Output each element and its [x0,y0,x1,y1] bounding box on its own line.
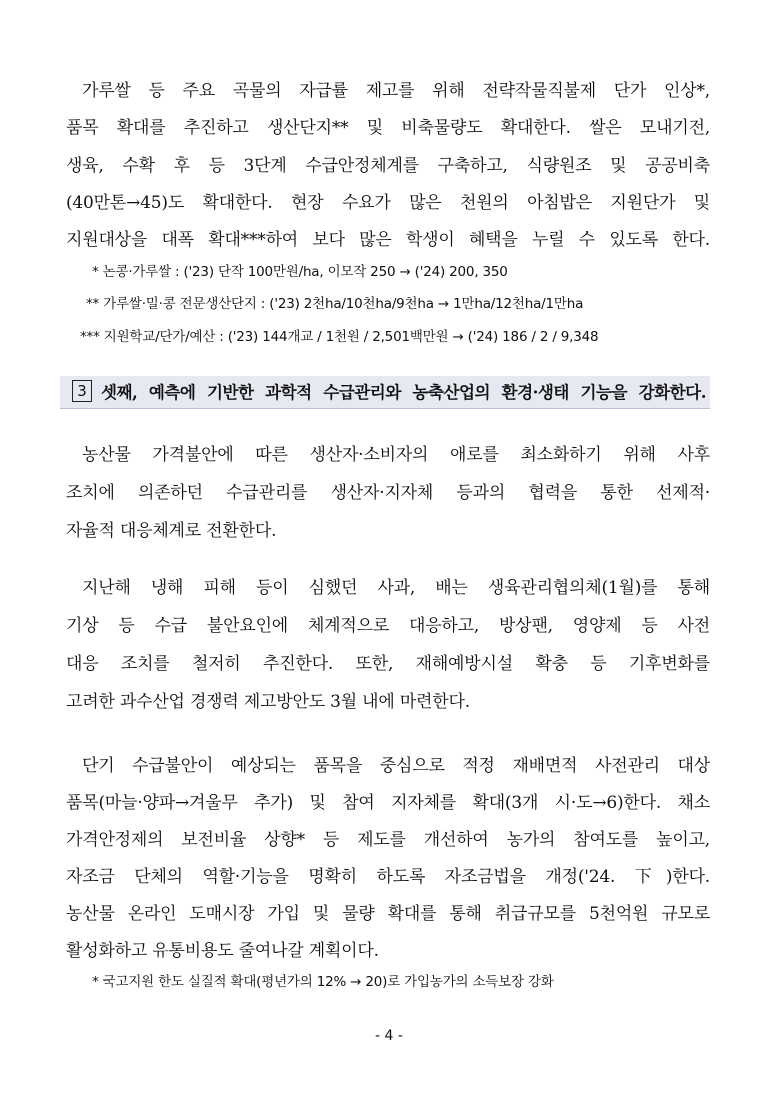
text-line: 생육, 수확 후 등 3단계 수급안정체계를 구축하고, 식량원조 및 공공비축 [66,156,710,176]
text-line: 농산물 가격불안에 따른 생산자·소비자의 애로를 최소화하기 위해 사후 [82,445,710,465]
text-line: 품목 확대를 추진하고 생산단지** 및 비축물량도 확대한다. 쌀은 모내기전, [66,118,710,138]
text-line: 고려한 과수산업 경쟁력 제고방안도 3월 내에 마련한다. [66,692,470,712]
text-line: 농산물 온라인 도매시장 가입 및 물량 확대를 통해 취급규모를 5천억원 규모로 [66,904,710,924]
text-line: 자조금 단체의 역할·기능을 명확히 하도록 자조금법을 개정('24. 下)한다. [66,867,710,887]
section-heading: 셋째, 예측에 기반한 과학적 수급관리와 농축산업의 환경·생태 기능을 강화한다. [101,382,706,402]
text-line: (40만톤→45)도 확대한다. 현장 수요가 많은 천원의 아침밥은 지원단가 및 [66,193,710,213]
footnote: * 국고지원 한도 실질적 확대(평년가의 12% → 20)로 가입농가의 소득보장 강화 [92,974,554,990]
text-line: 대응 조치를 철저히 추진한다. 또한, 재해예방시설 확충 등 기후변화를 [66,654,710,674]
text-line: 기상 등 수급 불안요인에 체계적으로 대응하고, 방상팬, 영양제 등 사전 [66,616,710,636]
text-line: 품목(마늘·양파→겨울무 추가) 및 참여 지자체를 확대(3개 시·도→6)한다. 채소 [66,793,710,813]
text-line: 지난해 냉해 피해 등이 심했던 사과, 배는 생육관리협의체(1월)를 통해 [82,578,710,598]
text-line: 가격안정제의 보전비율 상향* 등 제도를 개선하여 농가의 참여도를 높이고, [66,830,710,850]
text-line: 활성화하고 유통비용도 줄여나갈 계획이다. [66,941,379,961]
footnote: ** 가루쌀·밀·콩 전문생산단지 : ('23) 2천ha/10천ha/9천ha → 1만ha/12천ha/1만ha [86,296,584,312]
text-line: 지원대상을 대폭 확대***하여 보다 많은 학생이 혜택을 누릴 수 있도록 한다. [66,230,710,250]
text-line: 가루쌀 등 주요 곡물의 자급률 제고를 위해 전략작물직불제 단가 인상*, [82,81,710,101]
footnote: *** 지원학교/단가/예산 : ('23) 144개교 / 1천원 / 2,501백만원 → ('24) 186 / 2 / 9,348 [80,329,599,345]
text-line: 조치에 의존하던 수급관리를 생산자·지자체 등과의 협력을 통한 선제적· [66,483,710,503]
text-line: 단기 수급불안이 예상되는 품목을 중심으로 적정 재배면적 사전관리 대상 [82,756,710,776]
footnote: * 논콩·가루쌀 : ('23) 단작 100만원/ha, 이모작 250 → ('24) 200, 350 [92,264,508,280]
text-line: 자율적 대응체계로 전환한다. [66,521,277,541]
section-number-box: 3 [72,380,92,402]
page-number: - 4 - [375,1028,403,1044]
